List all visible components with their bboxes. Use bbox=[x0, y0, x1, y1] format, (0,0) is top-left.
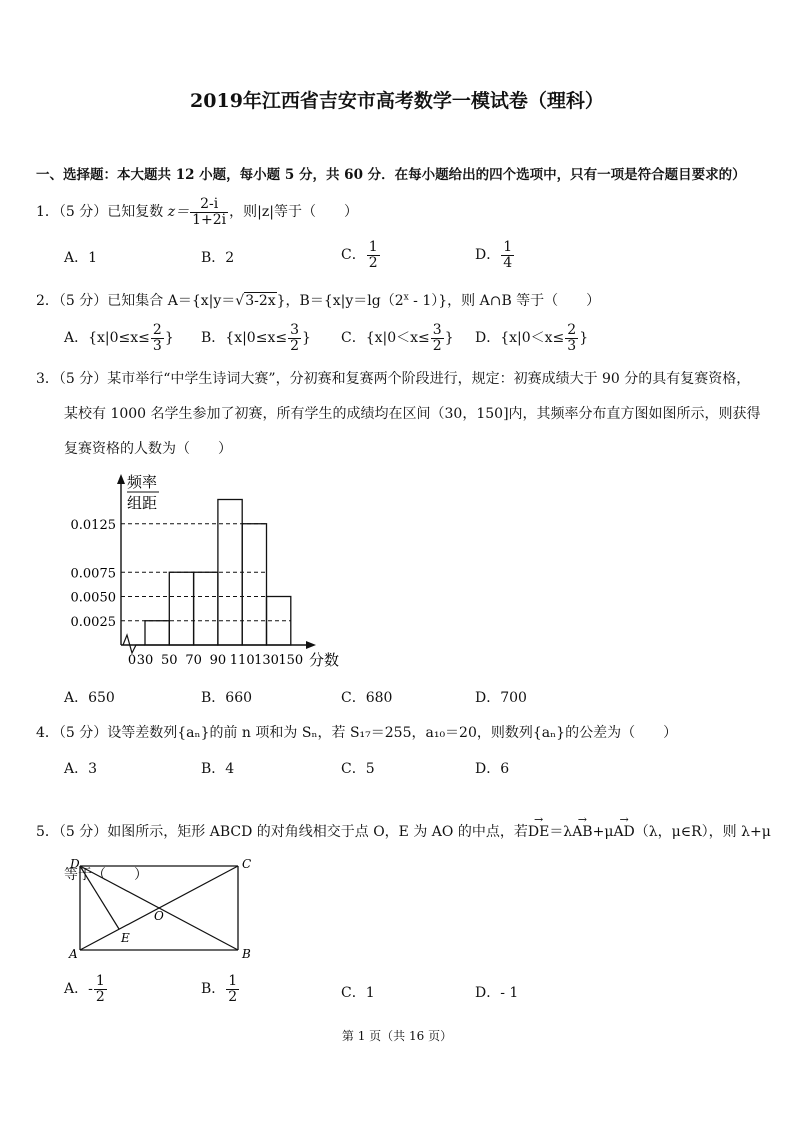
y-tick-label: 0.0025 bbox=[70, 614, 116, 630]
x-tick-label: 50 bbox=[161, 653, 178, 668]
q4-option-b[interactable]: B．4 bbox=[201, 761, 235, 777]
y-axis-arrow bbox=[117, 474, 125, 484]
q4-option-c[interactable]: C．5 bbox=[341, 761, 375, 777]
histogram bbox=[60, 470, 360, 670]
q3-option-a[interactable]: A．650 bbox=[64, 690, 115, 706]
y-axis-label-bottom: 组距 bbox=[127, 494, 158, 512]
q5-option-d[interactable]: D．- 1 bbox=[475, 985, 519, 1001]
fraction: $\frac{2-i}{1+2i}$ bbox=[192, 196, 227, 228]
q2-option-b[interactable]: B．{x|0≤x≤ $\frac{3}{2}$ } bbox=[201, 322, 311, 354]
page-footer: 第 1 页（共 16 页） bbox=[341, 1029, 453, 1043]
q3-option-c[interactable]: C．680 bbox=[341, 690, 393, 706]
q1-option-d[interactable]: D． $\frac{1}{4}$ bbox=[475, 239, 513, 271]
section-heading: 一、选择题：本大题共 12 小题，每小题 5 分，共 60 分．在每小题给出的四个选项中，只有一项是符合题目要求的） bbox=[36, 167, 746, 183]
question-3-line-3: 复赛资格的人数为（ ） bbox=[64, 441, 232, 457]
label-a: A bbox=[69, 947, 78, 961]
x-tick-label: 30 bbox=[136, 653, 154, 668]
segment-de bbox=[80, 866, 119, 929]
question-5-line-2: 等于（ ） bbox=[64, 867, 148, 883]
y-tick-label: 0.0075 bbox=[70, 566, 116, 582]
rectangle-figure bbox=[66, 854, 266, 964]
question-3-line-2: 某校有 1000 名学生参加了初赛，所有学生的成绩均在区间（30，150]内，其频率分布直方图如图所示，则获得 bbox=[64, 406, 761, 422]
question-4: 4．（5 分）设等差数列{aₙ}的前 n 项和为 Sₙ，若 S₁₇＝255，a₁₀＝20，则数列{aₙ}的公差为（ ） bbox=[36, 725, 678, 741]
histogram-bar bbox=[194, 572, 218, 645]
x-tick-label: 150 bbox=[278, 653, 304, 668]
q5-option-c[interactable]: C．1 bbox=[341, 985, 375, 1001]
q5-option-b[interactable]: B． $\frac{1}{2}$ bbox=[201, 973, 238, 1005]
x-tick-label: 90 bbox=[209, 653, 227, 668]
label-b: B bbox=[242, 947, 251, 961]
x-axis-label: 分数 bbox=[309, 651, 340, 669]
q1-option-c[interactable]: C． $\frac{1}{2}$ bbox=[341, 239, 378, 271]
x-tick-label: 0 bbox=[127, 653, 137, 668]
x-tick-label: 70 bbox=[185, 653, 202, 668]
q3-option-b[interactable]: B．660 bbox=[201, 690, 253, 706]
x-axis-arrow bbox=[306, 641, 316, 649]
q2-option-d[interactable]: D．{x|0＜x≤ $\frac{2}{3}$ } bbox=[475, 322, 589, 354]
label-o: O bbox=[154, 909, 164, 923]
q2-option-c[interactable]: C．{x|0＜x≤ $\frac{3}{2}$ } bbox=[341, 322, 454, 354]
q1-option-b[interactable]: B．2 bbox=[201, 250, 235, 266]
axis-break bbox=[123, 635, 145, 653]
question-2: 2．（5 分）已知集合 A＝{x|y＝√3-2x}，$B=\{x|y=\lg(2^x - 1)\}$，则 A∩B 等于（ ） bbox=[36, 292, 601, 309]
x-tick-label: 110 bbox=[229, 653, 255, 668]
q3-option-d[interactable]: D．700 bbox=[475, 690, 527, 706]
q2-option-a[interactable]: A．{x|0≤x≤ $\frac{2}{3}$ } bbox=[64, 322, 174, 354]
histogram-bar bbox=[242, 524, 266, 645]
y-tick-label: 0.0050 bbox=[70, 590, 116, 606]
label-c: C bbox=[242, 857, 252, 871]
question-5: 5．（5 分）如图所示，矩形 ABCD 的对角线相交于点 O，E 为 AO 的中点，若→ DE＝λ→ AB+μ→ AD（λ，μ∈R），则 λ+μ bbox=[36, 821, 771, 841]
question-3-line-1: 3．（5 分）某市举行“中学生诗词大赛”，分初赛和复赛两个阶段进行，规定：初赛成绩大于 90 分的具有复赛资格， bbox=[36, 371, 751, 387]
question-1: 1．（5 分）已知复数 z＝ $\frac{2-i}{1+2i}$ ，则|z|等于（ ） bbox=[36, 196, 358, 228]
y-tick-label: 0.0125 bbox=[70, 517, 116, 533]
q4-option-d[interactable]: D．6 bbox=[475, 761, 510, 777]
page-title: 2019年江西省吉安市高考数学一模试卷（理科） bbox=[190, 90, 604, 112]
y-axis-label-top: 频率 bbox=[127, 473, 158, 491]
label-d: D bbox=[70, 857, 80, 871]
q1-option-a[interactable]: A．1 bbox=[64, 250, 98, 266]
histogram-bar bbox=[169, 572, 193, 645]
histogram-bar bbox=[145, 621, 169, 645]
q4-option-a[interactable]: A．3 bbox=[64, 761, 98, 777]
x-tick-label: 130 bbox=[254, 653, 279, 668]
label-e: E bbox=[121, 931, 130, 945]
q5-option-a[interactable]: A．- $\frac{1}{2}$ bbox=[64, 973, 105, 1005]
